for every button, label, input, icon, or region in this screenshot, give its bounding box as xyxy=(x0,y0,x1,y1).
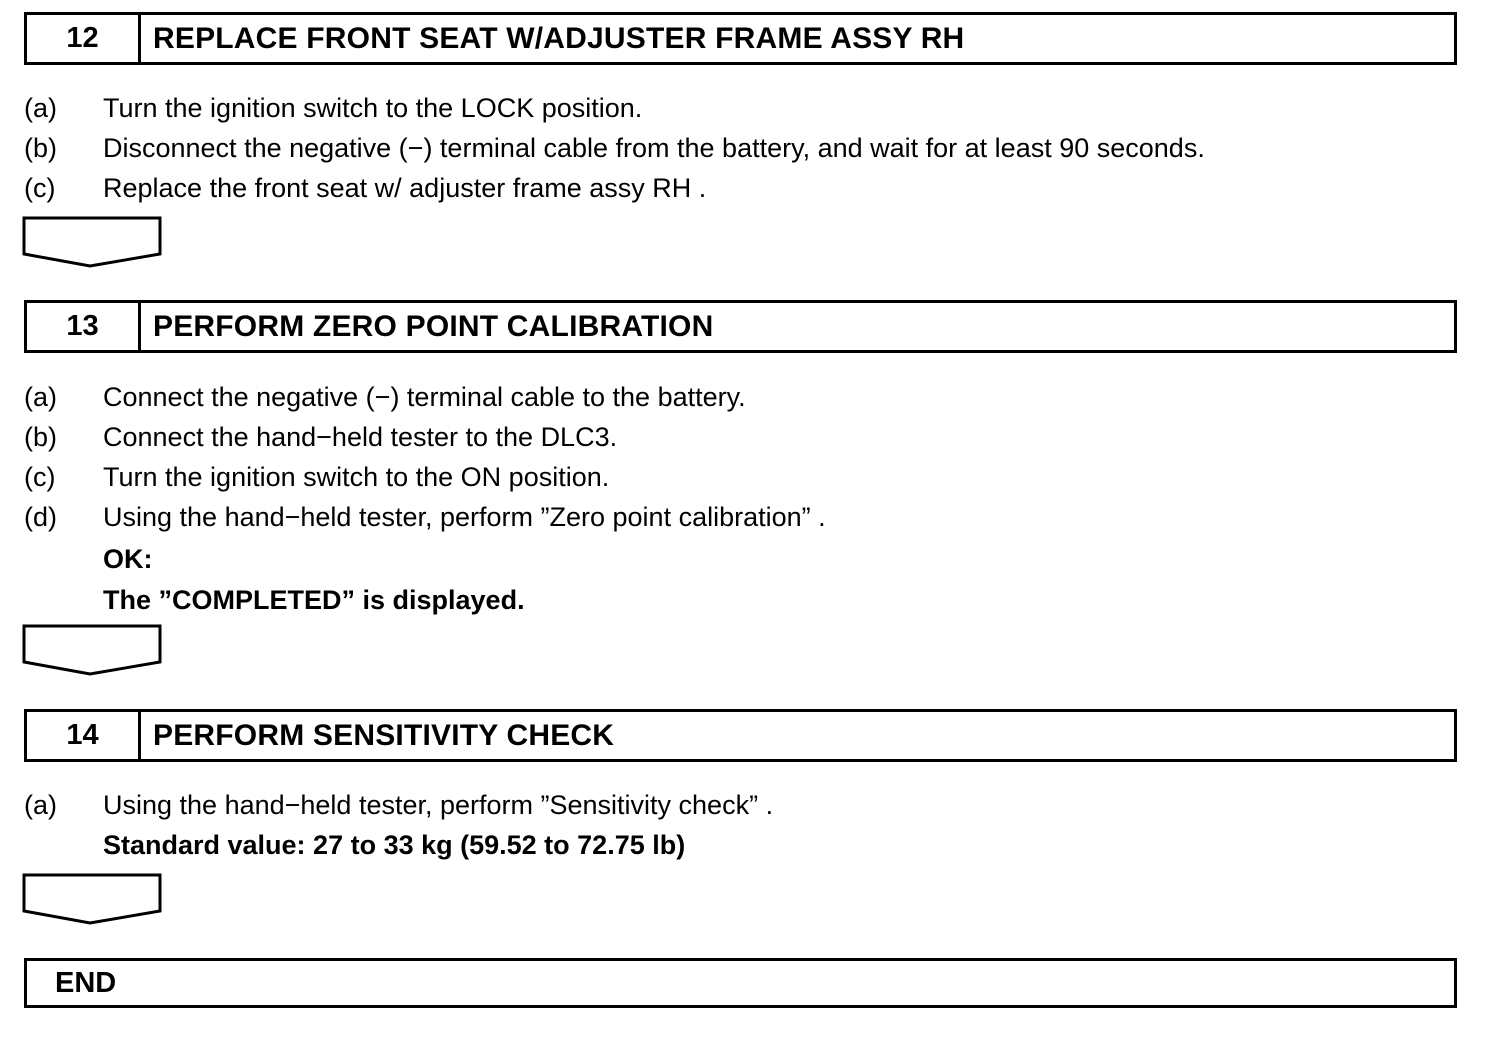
end-label: END xyxy=(55,966,117,999)
step-12-header xyxy=(24,12,1457,65)
item-letter: (c) xyxy=(24,462,56,492)
item-text: Turn the ignition switch to the ON position. xyxy=(103,462,610,492)
step-title: REPLACE FRONT SEAT W/ADJUSTER FRAME ASSY RH xyxy=(153,21,965,55)
end-box xyxy=(24,958,1457,1008)
item-text: Replace the front seat w/ adjuster frame assy RH . xyxy=(103,173,707,203)
item-letter: (c) xyxy=(24,173,56,203)
item-text: Turn the ignition switch to the LOCK position. xyxy=(103,93,643,123)
step-14-header xyxy=(24,709,1457,762)
item-letter: (a) xyxy=(24,93,57,123)
item-letter: (b) xyxy=(24,422,57,452)
item-text: Connect the negative (−) terminal cable to the battery. xyxy=(103,382,746,412)
step-number: 12 xyxy=(27,15,141,62)
item-text: Using the hand−held tester, perform ”Zero point calibration” . xyxy=(103,502,826,532)
step-title: PERFORM ZERO POINT CALIBRATION xyxy=(153,309,714,343)
item-letter: (b) xyxy=(24,133,57,163)
item-text: Using the hand−held tester, perform ”Sensitivity check” . xyxy=(103,790,774,820)
item-letter: (a) xyxy=(24,382,57,412)
step-13-header xyxy=(24,300,1457,353)
item-letter: (a) xyxy=(24,790,57,820)
next-step-arrow-icon xyxy=(22,216,162,268)
step-number: 13 xyxy=(27,303,141,350)
item-text: Connect the hand−held tester to the DLC3. xyxy=(103,422,618,452)
item-letter: (d) xyxy=(24,502,57,532)
step-number: 14 xyxy=(27,712,141,759)
next-step-arrow-icon xyxy=(22,873,162,925)
standard-value: Standard value: 27 to 33 kg (59.52 to 72.75 lb) xyxy=(103,830,686,860)
item-text: Disconnect the negative (−) terminal cable from the battery, and wait for at least 90 seconds. xyxy=(103,133,1205,163)
ok-condition: The ”COMPLETED” is displayed. xyxy=(103,585,525,615)
step-title: PERFORM SENSITIVITY CHECK xyxy=(153,718,615,752)
next-step-arrow-icon xyxy=(22,624,162,676)
ok-label: OK: xyxy=(103,544,153,574)
